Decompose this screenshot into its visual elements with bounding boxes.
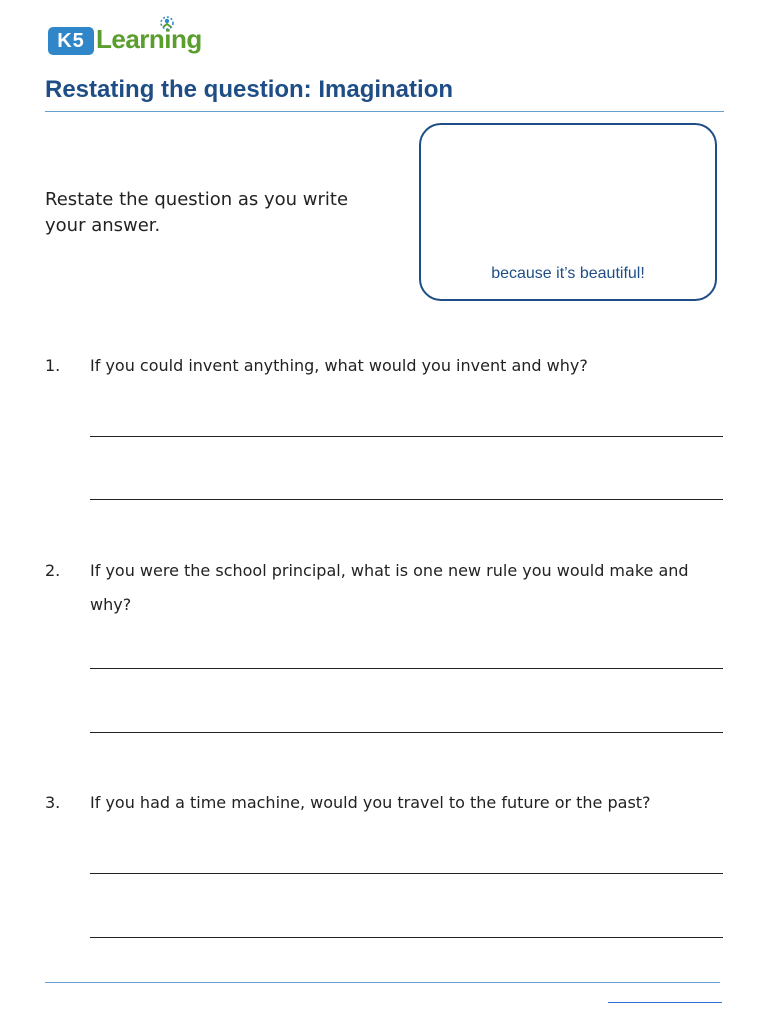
answer-line-2b[interactable]: [90, 732, 723, 733]
k5-learning-logo: [48, 14, 213, 60]
instructions-text: Restate the question as you write your answer.: [45, 189, 349, 236]
question-number: 3.: [45, 793, 61, 812]
answer-line-1b[interactable]: [90, 499, 723, 500]
answer-line-3a[interactable]: [90, 873, 723, 874]
question-text: If you could invent anything, what would you invent and why?: [90, 356, 588, 375]
answer-line-1a[interactable]: [90, 436, 723, 437]
logo-badge: K5: [48, 27, 94, 55]
question-text: If you were the school principal, what is one new rule you would make and why?: [90, 561, 689, 614]
title-divider: [45, 111, 724, 112]
footer-link-underline[interactable]: [608, 1002, 722, 1003]
footer-divider: [45, 982, 720, 983]
page-title: Restating the question: Imagination: [45, 76, 454, 103]
answer-line-3b[interactable]: [90, 937, 723, 938]
logo-wordmark: Learning: [96, 24, 202, 54]
logo-person-icon: [152, 14, 182, 34]
example-answer-box: [419, 123, 717, 301]
question-number: 2.: [45, 561, 61, 580]
answer-line-2a[interactable]: [90, 668, 723, 669]
example-answer-text: because it’s beautiful!: [491, 265, 645, 282]
question-text: If you had a time machine, would you travel to the future or the past?: [90, 793, 651, 812]
question-number: 1.: [45, 356, 61, 375]
